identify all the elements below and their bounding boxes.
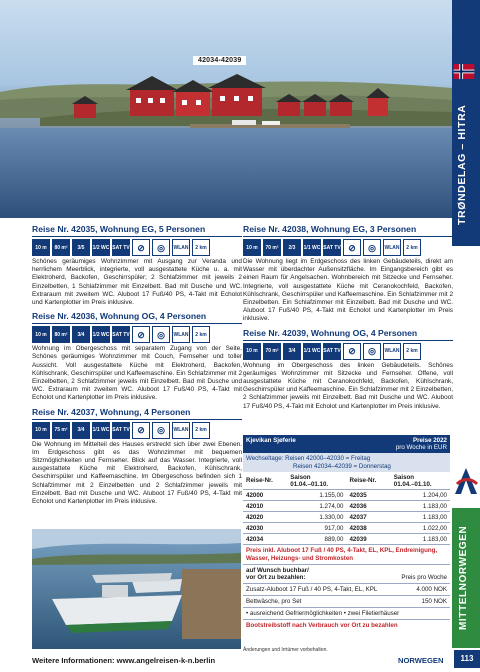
price-cell: 1.204,00 [391, 490, 450, 501]
col-header-season [287, 472, 346, 490]
wc-icon: 1/2 WC [92, 239, 110, 256]
options-title-1: auf Wunsch buchbar/ [246, 567, 309, 574]
shop-distance-icon: 2 km [403, 239, 421, 256]
wc-icon: 1/1 WC [92, 422, 110, 439]
sat-tv-icon: SAT TV [323, 239, 341, 256]
title-rule [32, 323, 242, 324]
unit-42036 [32, 311, 242, 402]
norway-flag-icon [453, 64, 475, 79]
washer-icon: ◎ [152, 239, 170, 256]
wlan-icon: WLAN [172, 239, 190, 256]
trip-number-cell: 42010 [243, 501, 287, 512]
price-cell: 1.183,00 [391, 501, 450, 512]
trip-number-cell: 42030 [243, 523, 287, 534]
distance-icon: 10 m [32, 422, 50, 439]
trip-number-cell: 42036 [346, 501, 390, 512]
photo-caption-label: 42034-42039 [193, 56, 246, 65]
trip-number-cell: 42038 [346, 523, 390, 534]
distance-icon: 10 m [32, 326, 50, 343]
title-rule [243, 236, 453, 237]
table-row [243, 523, 450, 534]
option-label: Zusatz-Aluboot 17 Fuß / 40 PS, 4-Takt, EL, KPL [246, 586, 378, 593]
unit-42038 [243, 224, 453, 324]
region-label-top: TRØNDELAG – HITRA [456, 104, 468, 225]
table-row [243, 512, 450, 523]
option-price: 4.000 NOK [416, 586, 447, 593]
fuel-note: Bootstreibstoff nach Verbrauch vor Ort zu bezahlen [246, 622, 398, 629]
title-rule [32, 419, 242, 420]
options-list [243, 584, 450, 608]
left-column [32, 220, 242, 506]
unit-description: Wohnung im Obergeschoss des linken Gebäudeteils. Schönes geräumiges Wohnzimmer mit Sitzecke und Fernseher. Offene, voll ausgestattete Küche mit Ceranokochfeld, Backofen, Kühlschrank, Geschirrspüler und Kaffeemaschine. Ein Schlafzimmer mit 2 Einzelbetten, 2 Schlafzimmer jeweils mit Einzelbett. Bad mit Dusche und WC. Aluboot 17 Fuß/40 PS, 4-Takt mit Echolot und Kartenplotter im Preis inklusive. [243, 361, 453, 410]
option-label: Bettwäsche, pro Set [246, 598, 302, 605]
footer-country: NORWEGEN [398, 656, 444, 665]
unit-description: Wohnung im Obergeschoss mit separatem Zugang von der Seite. Schönes geräumiges Wohnzimmer mit Couch, Fernseher und toller Aussicht. Voll ausgestattete Küche mit Elektroherd, Backofen, Kühlschrank, Geschirrspüler und Kaffeemaschine. Ein Schlafzimmer mit 2 Einzelbetten, 2 Schlafzimmer jeweils mit Einzelbett. Bad mit Dusche und WC. Extraraum mit zweitem WC. Aluboot 17 Fuß/40 PS, 4-Takt mit Echolot und Kartenplotter im Preis inklusive. [32, 345, 242, 402]
region-label-bottom: MITTELNORWEGEN [458, 525, 469, 631]
no-pets-icon: ⊘ [132, 239, 150, 256]
sat-tv-icon: SAT TV [112, 422, 130, 439]
season-label: Saison [393, 473, 415, 481]
option-price: 150 NOK [421, 598, 447, 605]
unit-42035 [32, 224, 242, 307]
shop-distance-icon: 2 km [403, 343, 421, 360]
sat-tv-icon: SAT TV [112, 326, 130, 343]
washer-icon: ◎ [363, 239, 381, 256]
unit-42037 [32, 407, 242, 507]
rooms-icon: 3/4 [72, 326, 90, 343]
trip-number-cell: 42034 [243, 534, 287, 545]
wlan-icon: WLAN [172, 422, 190, 439]
wc-icon: 1/2 WC [92, 326, 110, 343]
amenity-icons [32, 239, 242, 256]
amenity-icons [243, 239, 453, 256]
right-column [243, 220, 453, 411]
brand-logo-icon [453, 466, 479, 496]
unit-title: Reise Nr. 42039, Wohnung OG, 4 Personen [243, 327, 418, 338]
shop-distance-icon: 2 km [192, 422, 210, 439]
rooms-icon: 3/4 [283, 343, 301, 360]
trip-number-cell: 42000 [243, 490, 287, 501]
price-cell: 1.155,00 [287, 490, 346, 501]
unit-title: Reise Nr. 42036, Wohnung OG, 4 Personen [32, 311, 207, 322]
area-icon: 80 m² [52, 326, 70, 343]
options-title [246, 567, 309, 581]
amenity-icons [32, 326, 242, 343]
amenity-icons [32, 422, 242, 439]
trip-number-cell: 42020 [243, 512, 287, 523]
unit-description: Schönes geräumiges Wohnzimmer mit Ausgang zur Veranda und herrlichem Meerblick, integrierte, voll ausgestattete Küche u. a. mit Elektroherd, Backofen, Geschirrspüler; 2 Schlafzimmer mit jeweils 2 Einzelbetten, 1 Schlafzimmer mit Einzelbett. Bad mit Dusche und WC. Extraraum mit zweitem WC. Aluboot 17 Fuß/40 PS, 4-Takt mit Echolot und Kartenplotter im Preis inklusive. [32, 258, 242, 307]
col-header-nr-2: Reise-Nr. [346, 472, 390, 490]
rooms-icon: 2/3 [283, 239, 301, 256]
changeover-days [243, 453, 450, 472]
unit-42039 [243, 328, 453, 411]
distance-icon: 10 m [32, 239, 50, 256]
disclaimer: Änderungen und Irrtümer vorbehalten. [243, 647, 328, 653]
price-cell: 1.022,00 [391, 523, 450, 534]
no-pets-icon: ⊘ [132, 326, 150, 343]
area-icon: 70 m² [263, 239, 281, 256]
facilities-note: • ausreichend Gefriermöglichkeiten • zwei Filetierhäuser [243, 608, 450, 620]
price-grid [243, 472, 450, 545]
wlan-icon: WLAN [172, 326, 190, 343]
price-cell: 1.274,00 [287, 501, 346, 512]
table-header-row [243, 472, 450, 490]
options-price-col: Preis pro Woche [401, 574, 447, 581]
page-number: 113 [454, 650, 480, 668]
price-inclusions-note: Preis inkl. Aluboot 17 Fuß / 40 PS, 4-Takt, EL, KPL, Endreinigung, Wasser, Heizungs- und Stromkosten [246, 547, 438, 562]
no-pets-icon: ⊘ [343, 239, 361, 256]
boat-illustration [32, 529, 241, 649]
changeover-line-1: Wechseltage: Reisen 42000–42030 = Freitag [246, 455, 371, 462]
rooms-icon: 3/4 [72, 422, 90, 439]
unit-title: Reise Nr. 42035, Wohnung EG, 5 Personen [32, 224, 206, 234]
col-header-season-2 [391, 472, 450, 490]
price-unit: pro Woche in EUR [395, 444, 447, 451]
price-table [243, 435, 450, 632]
trip-number-cell: 42039 [346, 534, 390, 545]
boat-photo [32, 529, 241, 649]
col-header-nr: Reise-Nr. [243, 472, 287, 490]
price-cell: 917,00 [287, 523, 346, 534]
price-table-header [243, 435, 450, 453]
unit-title: Reise Nr. 42037, Wohnung, 4 Personen [32, 406, 191, 417]
wc-icon: 1/1 WC [303, 343, 321, 360]
table-row [243, 490, 450, 501]
shop-distance-icon: 2 km [192, 326, 210, 343]
table-row [243, 534, 450, 545]
options-title-2: vor Ort zu bezahlen: [246, 574, 306, 581]
wlan-icon: WLAN [383, 343, 401, 360]
season-dates: 01.04.–01.10. [393, 480, 432, 488]
option-row [243, 596, 450, 608]
options-header [243, 564, 450, 584]
option-row [243, 584, 450, 596]
price-cell: 1.330,00 [287, 512, 346, 523]
distance-icon: 10 m [243, 239, 261, 256]
title-rule [243, 340, 453, 341]
price-cell: 1.183,00 [391, 512, 450, 523]
no-pets-icon: ⊘ [132, 422, 150, 439]
title-rule [32, 236, 242, 237]
table-row [243, 501, 450, 512]
property-name: Kjevikan Sjøferie [246, 437, 296, 444]
wc-icon: 1/1 WC [303, 239, 321, 256]
shop-distance-icon: 2 km [192, 239, 210, 256]
changeover-line-2: Reisen 42034–42039 = Donnerstag [293, 462, 391, 470]
area-icon: 80 m² [52, 239, 70, 256]
price-cell: 889,00 [287, 534, 346, 545]
hero-illustration [0, 0, 452, 218]
no-pets-icon: ⊘ [343, 343, 361, 360]
unit-description: Die Wohnung liegt im Erdgeschoss des linken Gebäudeteils, direkt am Wasser mit überdachter Außensitzfläche. Im Eingangsbereich gibt es einen Raum für Angelsachen. Wohnbereich mit Sitzecke und Fernseher. Integrierte, voll ausgestattete Küche mit Ceranokochfeld, Backofen, Kühlschrank, Geschirrspüler und Kaffeemaschine. Ein Schlafzimmer mit 2 Einzelbetten. Ein Schlafzimmer mit Einzelbett. Bad mit Dusche und WC. Aluboot 17 Fuß/40 PS, 4-Takt mit Echolot und Kartenplotter im Preis inklusive. [243, 258, 453, 323]
area-icon: 70 m² [263, 343, 281, 360]
amenity-icons [243, 343, 453, 360]
washer-icon: ◎ [152, 422, 170, 439]
washer-icon: ◎ [363, 343, 381, 360]
price-cell: 1.183,00 [391, 534, 450, 545]
hero-photo [0, 0, 452, 218]
unit-title: Reise Nr. 42038, Wohnung EG, 3 Personen [243, 224, 417, 234]
rooms-icon: 3/5 [72, 239, 90, 256]
wlan-icon: WLAN [383, 239, 401, 256]
sat-tv-icon: SAT TV [112, 239, 130, 256]
footer-website: Weitere Informationen: www.angelreisen-k-n.berlin [32, 656, 216, 665]
trip-number-cell: 42037 [346, 512, 390, 523]
sat-tv-icon: SAT TV [323, 343, 341, 360]
season-label: Saison [290, 473, 311, 481]
trip-number-cell: 42035 [346, 490, 390, 501]
season-dates: 01.04.–01.10. [290, 480, 329, 488]
washer-icon: ◎ [152, 326, 170, 343]
price-year: Preise 2022 [412, 437, 447, 444]
area-icon: 75 m² [52, 422, 70, 439]
unit-description: Die Wohnung im Mittelteil des Hauses erstreckt sich über zwei Ebenen. Im Erdgeschoss gibt es das Wohnzimmer mit bequemen Sitzmöglichkeiten und Fernseher. Blick auf das Wasser. Integrierte, voll ausgestattete Küche mit Elektroherd, Backofen, Kühlschrank, Geschirrspüler und Kaffeemaschine. Im Obergeschoss befinden sich 1 Schlafzimmer mit 2 Einzelbetten und 2 Schlafzimmer jeweils mit Einzelbett. Bad mit Dusche und WC. Aluboot 17 Fuß/40 PS, 4-Takt mit Echolot und Kartenplotter im Preis inklusive. [32, 440, 242, 506]
distance-icon: 10 m [243, 343, 261, 360]
